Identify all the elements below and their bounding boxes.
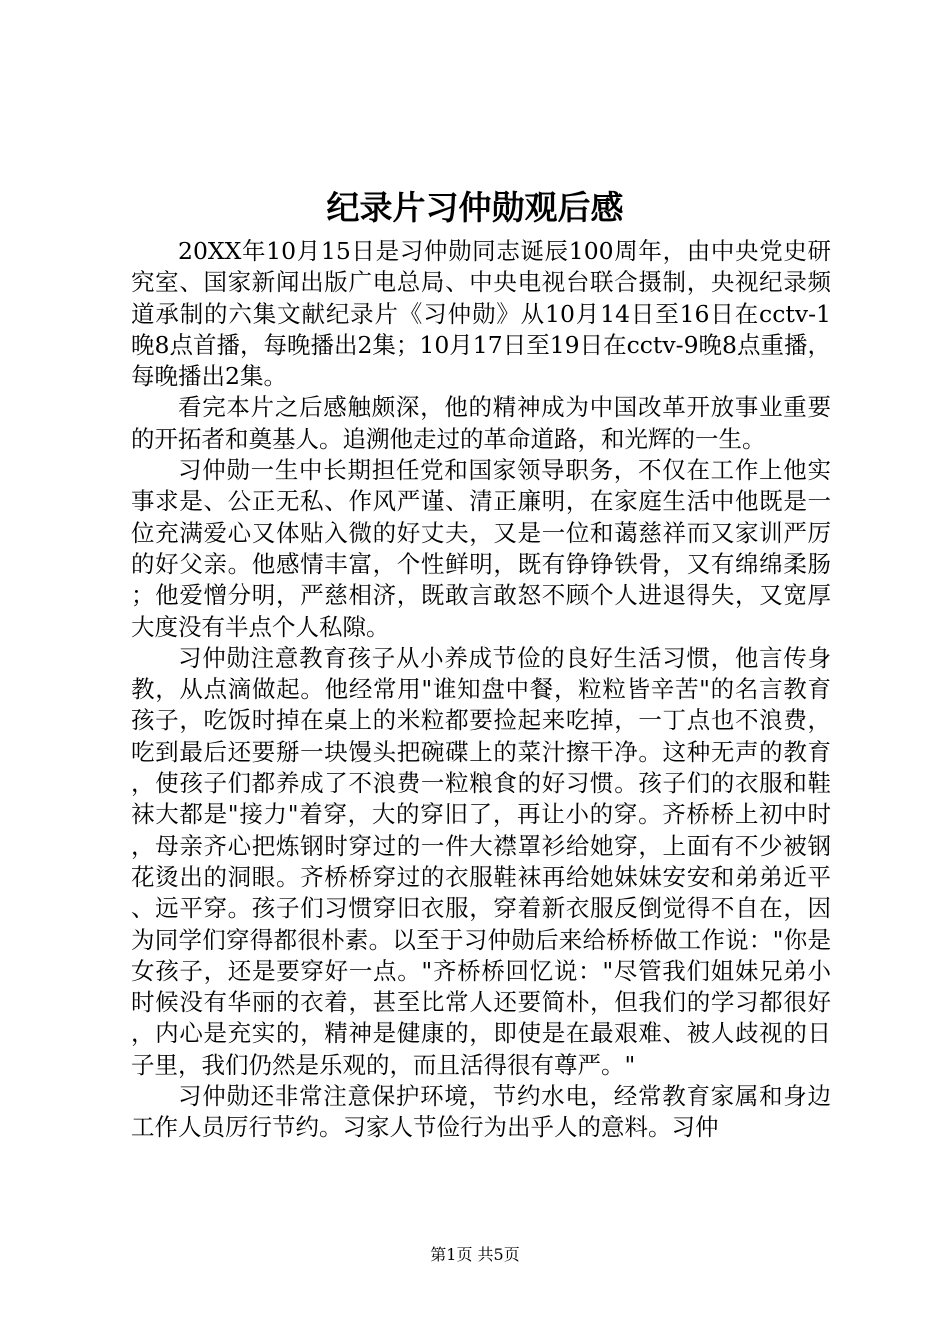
paragraph-5: 习仲勋还非常注意保护环境，节约水电，经常教育家属和身边工作人员厉行节约。习家人节俭行为出乎人的意料。习仲 [131,1082,831,1142]
document-body [131,236,831,1144]
page-footer: 第1页 共5页 [430,1245,520,1264]
paragraph-1: 20XX年10月15日是习仲勋同志诞辰100周年，由中央党史研究室、国家新闻出版广电总局、中央电视台联合摄制，央视纪录频道承制的六集文献纪录片《习仲勋》从10月14日至16日在cctv-1晚8点首播，每晚播出2集；10月17日至19日在cctv-9晚8点重播，每晚播出2集。 [131,237,831,391]
paragraph-3: 习仲勋一生中长期担任党和国家领导职务，不仅在工作上他实事求是、公正无私、作风严谨、清正廉明，在家庭生活中他既是一位充满爱心又体贴入微的好丈夫，又是一位和蔼慈祥而又家训严厉的好父亲。他感情丰富，个性鲜明，既有铮铮铁骨，又有绵绵柔肠；他爱憎分明，严慈相济，既敢言敢怒不顾个人进退得失，又宽厚大度没有半点个人私隙。 [131,456,831,641]
paragraph-4: 习仲勋注意教育孩子从小养成节俭的良好生活习惯，他言传身教，从点滴做起。他经常用"谁知盘中餐，粒粒皆辛苦"的名言教育孩子，吃饭时掉在桌上的米粒都要捡起来吃掉，一丁点也不浪费，吃到最后还要掰一块馒头把碗碟上的菜汁擦干净。这种无声的教育，使孩子们都养成了不浪费一粒粮食的好习惯。孩子们的衣服和鞋袜大都是"接力"着穿，大的穿旧了，再让小的穿。齐桥桥上初中时，母亲齐心把炼钢时穿过的一件大襟罩衫给她穿，上面有不少被钢花烫出的洞眼。齐桥桥穿过的衣服鞋袜再给她妹妹安安和弟弟近平、远平穿。孩子们习惯穿旧衣服，穿着新衣服反倒觉得不自在，因为同学们穿得都很朴素。以至于习仲勋后来给桥桥做工作说："你是女孩子，还是要穿好一点。"齐桥桥回忆说："尽管我们姐妹兄弟小时候没有华丽的衣着，甚至比常人还要简朴，但我们的学习都很好，内心是充实的，精神是健康的，即使是在最艰难、被人歧视的日子里，我们仍然是乐观的，而且活得很有尊严。" [131,643,831,1079]
document-title: 纪录片习仲勋观后感 [326,188,624,227]
paragraph-2: 看完本片之后感触颇深，他的精神成为中国改革开放事业重要的开拓者和奠基人。追溯他走过的革命道路，和光辉的一生。 [131,393,831,453]
